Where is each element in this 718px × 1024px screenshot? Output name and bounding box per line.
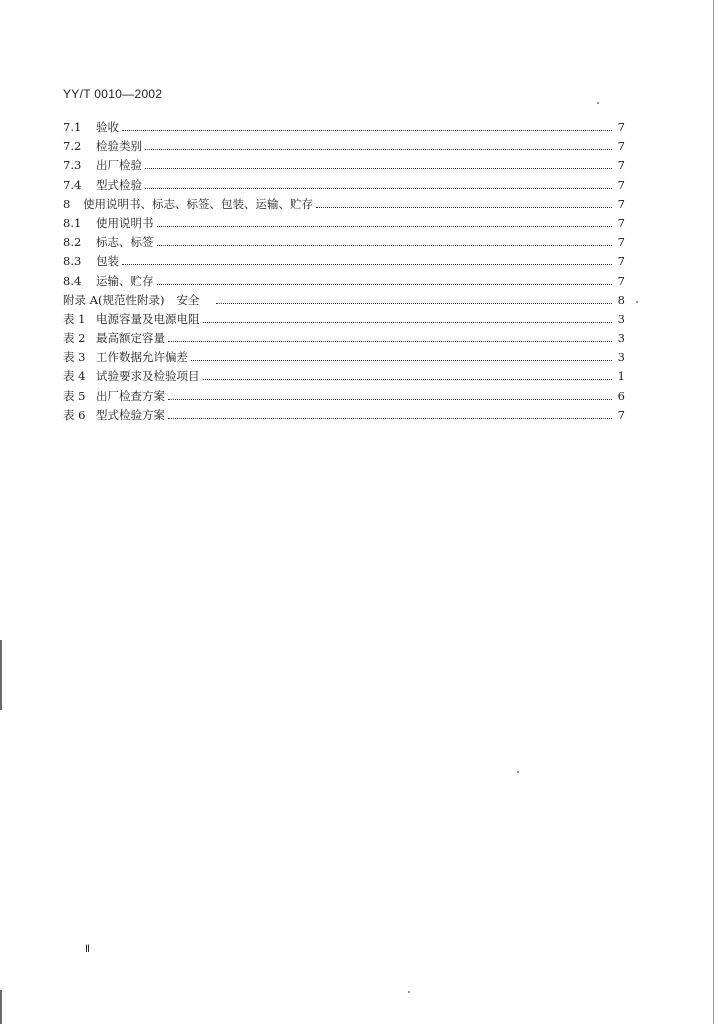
toc-leader-dots xyxy=(216,292,612,304)
toc-leader-dots xyxy=(203,368,613,380)
toc-entry-title: 最高额定容量 xyxy=(96,331,165,346)
toc-leader-dots xyxy=(145,138,612,150)
toc-leader-dots xyxy=(122,253,612,265)
toc-entry[interactable] xyxy=(63,406,625,425)
toc-entry-number: 表 6 xyxy=(63,407,86,422)
toc-entry[interactable] xyxy=(63,233,625,252)
toc-entry-title: 电源容量及电源电阻 xyxy=(96,311,200,326)
toc-entry[interactable] xyxy=(63,156,625,175)
toc-entry[interactable] xyxy=(63,137,625,156)
toc-leader-dots xyxy=(145,177,612,189)
toc-entry-number: 8.1 xyxy=(63,215,82,230)
toc-leader-dots xyxy=(157,215,613,227)
toc-entry-page: 7 xyxy=(617,254,625,269)
toc-leader-dots xyxy=(168,407,612,419)
scan-edge-mark xyxy=(0,640,2,710)
toc-entry-page: 7 xyxy=(617,235,625,250)
toc-leader-dots xyxy=(157,234,613,246)
toc-entry-title: 使用说明书、标志、标签、包装、运输、贮存 xyxy=(83,196,313,211)
toc-entry[interactable] xyxy=(63,291,625,310)
toc-leader-dots xyxy=(168,388,612,400)
scan-right-edge xyxy=(713,0,714,1024)
toc-entry-number: 8.2 xyxy=(63,235,82,250)
toc-entry[interactable] xyxy=(63,176,625,195)
toc-entry-number: 7.4 xyxy=(63,177,82,192)
toc-entry-page: 7 xyxy=(617,196,625,211)
toc-entry-number: 7.2 xyxy=(63,139,82,154)
toc-entry[interactable] xyxy=(63,252,625,271)
toc-entry-title: 验收 xyxy=(96,120,119,134)
toc-entry[interactable] xyxy=(63,272,625,291)
toc-entry-title: 型式检验方案 xyxy=(96,407,165,422)
toc-entry-page: 1 xyxy=(617,369,625,384)
toc-entry-page: 7 xyxy=(617,407,625,422)
toc-entry-title: 出厂检查方案 xyxy=(96,388,165,403)
toc-entry-title: 使用说明书 xyxy=(96,215,154,230)
toc-entry-page: 6 xyxy=(617,388,625,403)
toc-leader-dots xyxy=(191,349,612,361)
toc-entry-number: 表 5 xyxy=(63,388,86,403)
toc-entry-page: 7 xyxy=(617,215,625,230)
toc-entry-title: 型式检验 xyxy=(96,177,142,192)
toc-entry-title: 标志、标签 xyxy=(96,235,154,250)
toc-entry-title: 检验类别 xyxy=(96,139,142,154)
scan-speck xyxy=(408,991,410,993)
toc-entry[interactable] xyxy=(63,387,625,406)
toc-entry[interactable] xyxy=(63,329,625,348)
toc-entry[interactable] xyxy=(63,348,625,367)
toc-leader-dots xyxy=(157,273,613,285)
toc-entry[interactable] xyxy=(63,310,625,329)
scan-speck xyxy=(636,301,638,303)
toc-entry-number: 表 2 xyxy=(63,331,86,346)
toc-leader-dots xyxy=(316,196,612,208)
scan-edge-mark xyxy=(0,990,2,1024)
toc-entry-number: 8.3 xyxy=(63,254,82,269)
toc-entry[interactable] xyxy=(63,214,625,233)
toc-entry-title: 包装 xyxy=(96,254,119,269)
toc-leader-dots xyxy=(203,311,613,323)
toc-entry-page: 7 xyxy=(617,177,625,192)
toc-entry-number: 7.3 xyxy=(63,158,82,173)
toc-leader-dots xyxy=(145,157,612,169)
scan-speck xyxy=(517,771,519,773)
toc-entry[interactable] xyxy=(63,118,625,137)
toc-entry-page: 3 xyxy=(617,350,625,365)
toc-entry-title: 工作数据允许偏差 xyxy=(96,350,188,365)
toc-entry-number: 表 4 xyxy=(63,369,86,384)
page-number: Ⅱ xyxy=(85,944,90,955)
toc-entry-page: 7 xyxy=(617,158,625,173)
toc-entry[interactable] xyxy=(63,367,625,386)
scan-speck xyxy=(597,102,599,104)
toc-entry-title: 安全 xyxy=(176,292,200,307)
toc-entry-number: 7.1 xyxy=(63,120,82,134)
toc-entry-title: 出厂检验 xyxy=(96,158,142,173)
toc-leader-dots xyxy=(122,119,612,131)
toc-entry-number: 表 3 xyxy=(63,350,86,365)
toc-entry-page: 7 xyxy=(617,139,625,154)
table-of-contents xyxy=(63,118,625,425)
toc-leader-dots xyxy=(168,330,612,342)
toc-entry-number: 表 1 xyxy=(63,311,86,326)
toc-entry-page: 7 xyxy=(617,273,625,288)
toc-entry-number: 附录 A(规范性附录) xyxy=(63,292,165,307)
toc-entry-page: 3 xyxy=(617,331,625,346)
toc-entry-number: 8 xyxy=(63,196,71,211)
toc-entry-page: 7 xyxy=(617,120,625,134)
toc-entry-title: 运输、贮存 xyxy=(96,273,154,288)
toc-entry-number: 8.4 xyxy=(63,273,82,288)
toc-entry-page: 3 xyxy=(617,311,625,326)
toc-entry[interactable] xyxy=(63,195,625,214)
toc-entry-title: 试验要求及检验项目 xyxy=(96,369,200,384)
document-code: YY/T 0010—2002 xyxy=(63,87,163,101)
toc-entry-page: 8 xyxy=(617,292,625,307)
